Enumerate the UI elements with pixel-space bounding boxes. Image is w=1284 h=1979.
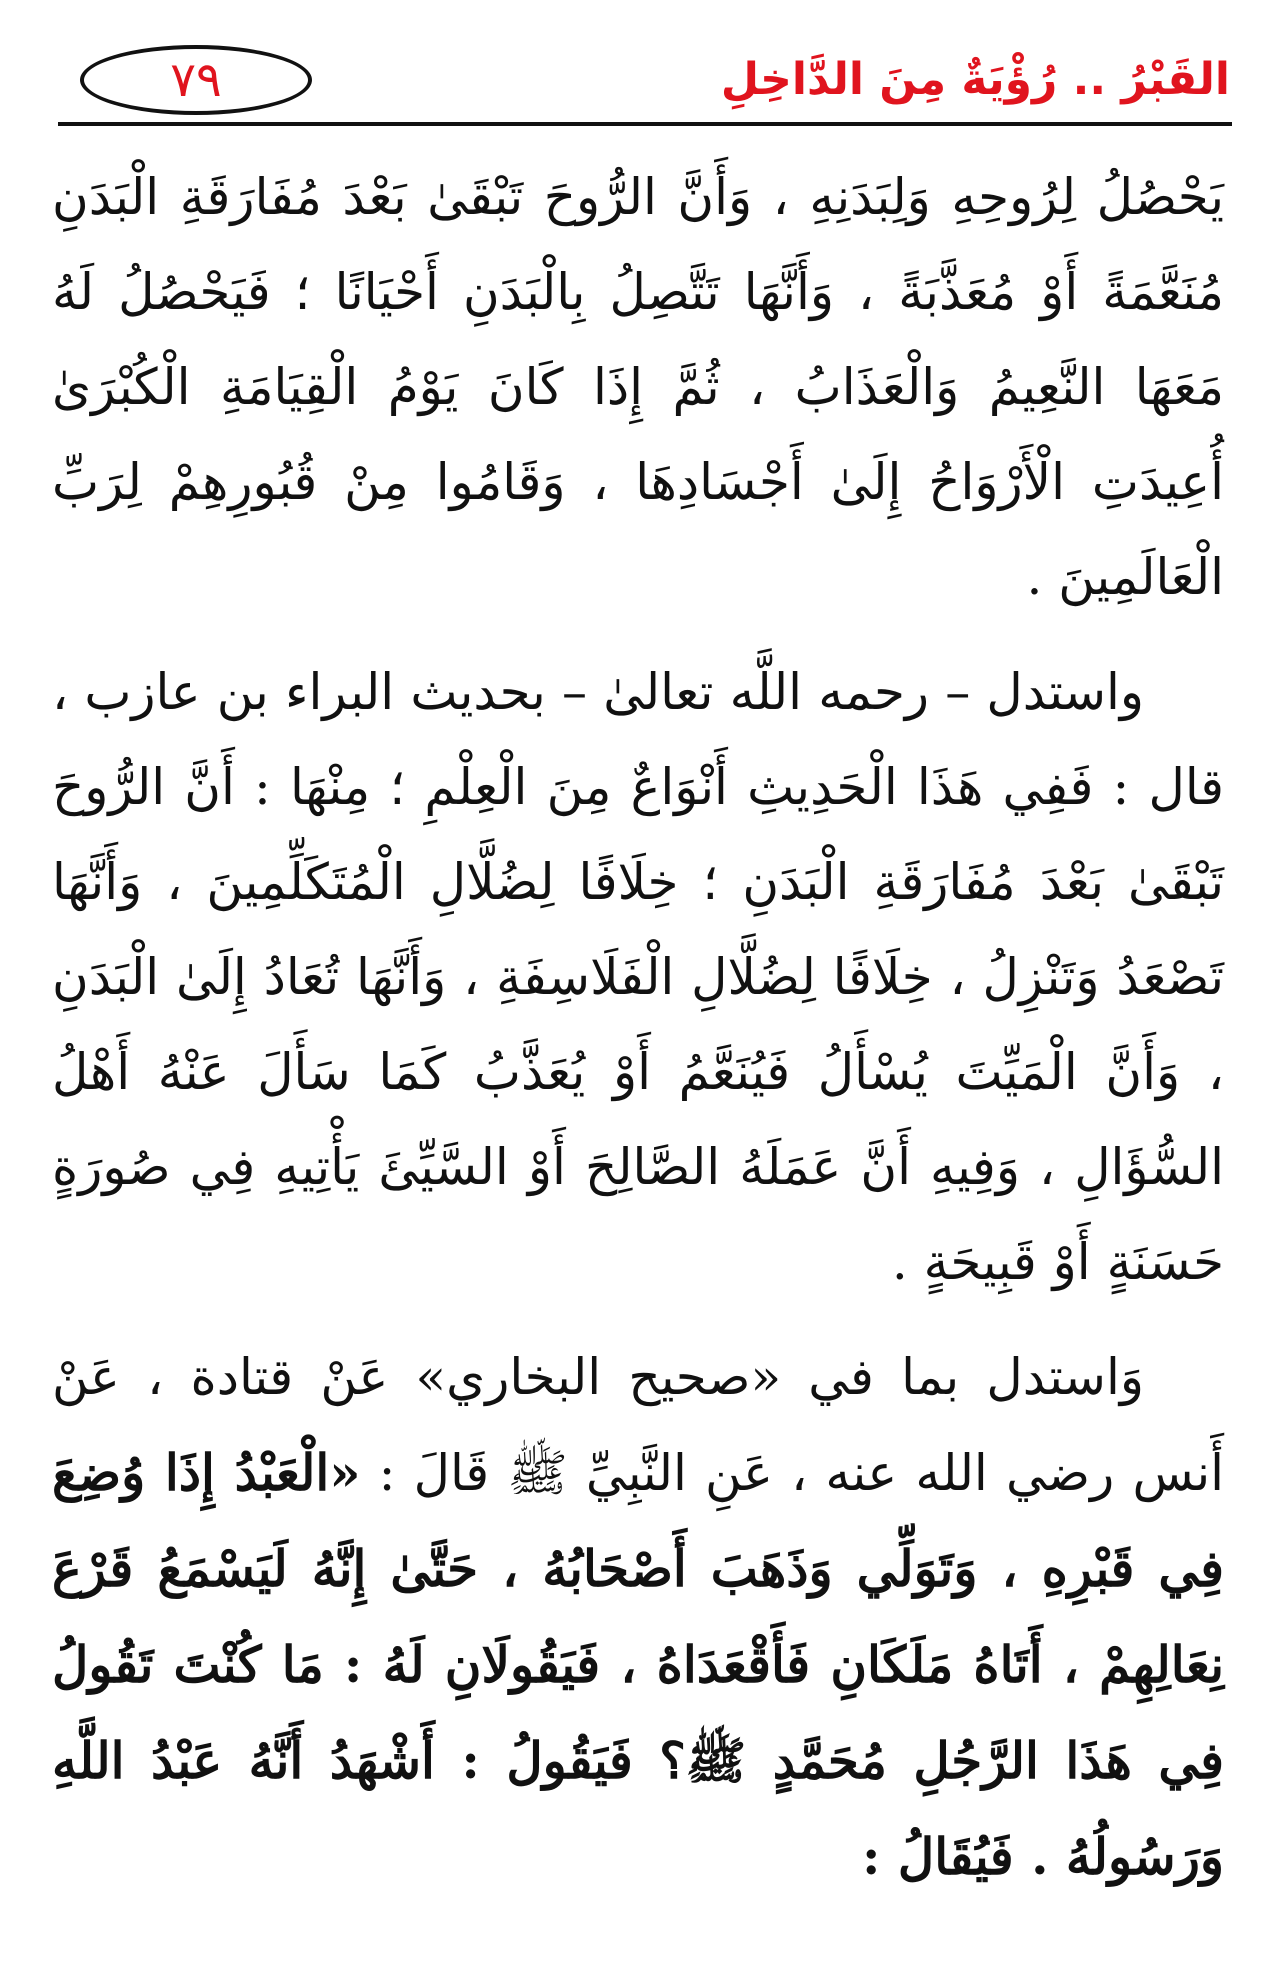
running-title: القَبْرُ .. رُؤْيَةٌ مِنَ الدَّاخِلِ xyxy=(720,54,1230,105)
body-text xyxy=(52,150,1224,1905)
paragraph-2 xyxy=(52,645,1224,1310)
page-header xyxy=(58,38,1232,126)
paragraph-3-intro: وَاستدل بما في «صحيح البخاري» عَنْ قتادة ، عَنْ أَنس رضي الله عنه ، عَنِ النَّبِيِّ ﷺ قَالَ : xyxy=(52,1348,1225,1502)
hadith-quote: «الْعَبْدُ إِذَا وُضِعَ فِي قَبْرِهِ ، وَتَوَلِّي وَذَهَبَ أَصْحَابُهُ ، حَتَّىٰ إِنَّهُ لَيَسْمَعُ قَرْعَ نِعَالِهِمْ ، أَتَاهُ مَلَكَانِ فَأَقْعَدَاهُ ، فَيَقُولَانِ لَهُ : مَا كُنْتَ تَقُولُ فِي هَذَا الرَّجُلِ مُحَمَّدٍ ﷺ؟ فَيَقُولُ : أَشْهَدُ أَنَّهُ عَبْدُ اللَّهِ وَرَسُولُهُ . فَيُقَالُ : xyxy=(52,1443,1224,1886)
page-number: ٧٩ xyxy=(170,52,222,108)
paragraph-spacer xyxy=(52,1310,1224,1330)
page-number-oval xyxy=(80,45,312,115)
paragraph-3 xyxy=(52,1330,1224,1905)
paragraph-1: يَحْصُلُ لِرُوحِهِ وَلِبَدَنِهِ ، وَأَنَّ الرُّوحَ تَبْقَىٰ بَعْدَ مُفَارَقَةِ الْبَدَنِ مُنَعَّمَةً أَوْ مُعَذَّبَةً ، وَأَنَّهَا تَتَّصِلُ بِالْبَدَنِ أَحْيَانًا ؛ فَيَحْصُلُ لَهُ مَعَهَا النَّعِيمُ وَالْعَذَابُ ، ثُمَّ إِذَا كَانَ يَوْمُ الْقِيَامَةِ الْكُبْرَىٰ أُعِيدَتِ الْأَرْوَاحُ إِلَىٰ أَجْسَادِهَا ، وَقَامُوا مِنْ قُبُورِهِمْ لِرَبِّ الْعَالَمِينَ . xyxy=(52,168,1224,606)
paragraph-2-text: واستدل – رحمه اللَّه تعالىٰ – بحديث البراء بن عازب ، قال : فَفِي هَذَا الْحَدِيثِ أَنْوَاعٌ مِنَ الْعِلْمِ ؛ مِنْهَا : أَنَّ الرُّوحَ تَبْقَىٰ بَعْدَ مُفَارَقَةِ الْبَدَنِ ؛ خِلَافًا لِضُلَّالِ الْمُتَكَلِّمِينَ ، وَأَنَّهَا تَصْعَدُ وَتَنْزِلُ ، خِلَافًا لِضُلَّالِ الْفَلَاسِفَةِ ، وَأَنَّهَا تُعَادُ إِلَىٰ الْبَدَنِ ، وَأَنَّ الْمَيِّتَ يُسْأَلُ فَيُنَعَّمُ أَوْ يُعَذَّبُ كَمَا سَأَلَ عَنْهُ أَهْلُ السُّؤَالِ ، وَفِيهِ أَنَّ عَمَلَهُ الصَّالِحَ أَوْ السَّيِّئَ يَأْتِيهِ فِي صُورَةٍ حَسَنَةٍ أَوْ قَبِيحَةٍ . xyxy=(52,663,1224,1291)
paragraph-spacer xyxy=(52,625,1224,645)
